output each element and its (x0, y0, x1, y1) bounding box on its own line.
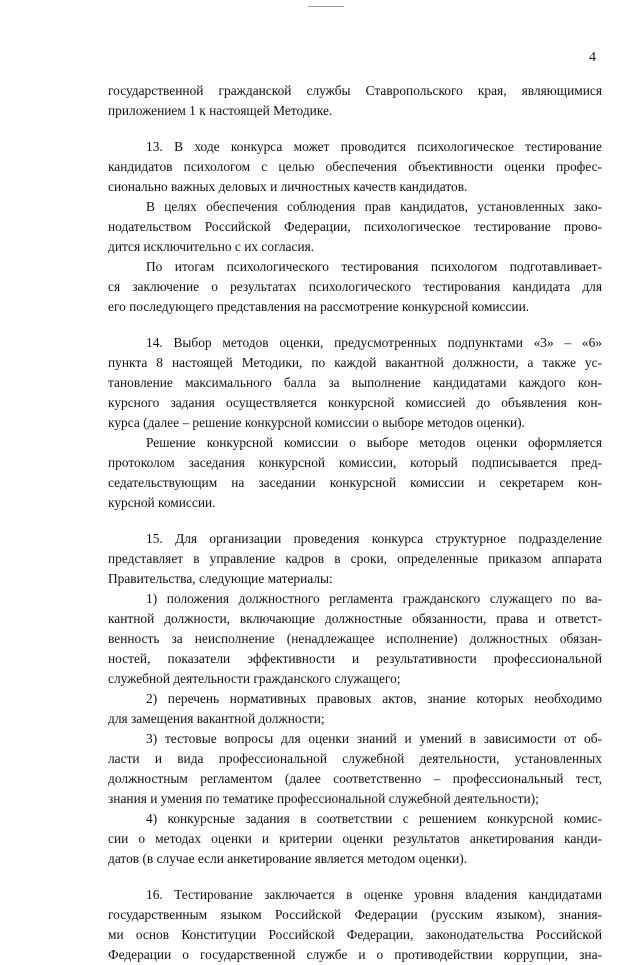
text-line: ми основ Конституции Российской Федерации, законодательства Российской (108, 927, 602, 942)
text-line: государственной гражданской службы Ставропольского края, являющимися (108, 83, 602, 98)
paragraph-gap (108, 513, 602, 529)
paragraph (108, 885, 602, 965)
text-line: кандидатов психологом с целью обеспечения объективности оценки профес- (108, 159, 602, 174)
paragraph (108, 529, 602, 869)
text-line: нодательством Российской Федерации, психологическое тестирование прово- (108, 219, 602, 234)
text-line: ностей, показатели эффективности и результативности профессиональной (108, 651, 602, 666)
text-line: сии о методах оценки и критерии оценки результатов анкетирования канди- (108, 831, 602, 846)
top-divider (308, 6, 344, 7)
text-line: Правительства, следующие материалы: (108, 571, 333, 586)
paragraph-gap (108, 121, 602, 137)
text-line: В целях обеспечения соблюдения прав кандидатов, установленных зако- (146, 199, 602, 214)
text-line: 1) положения должностного регламента гражданского служащего по ва- (146, 591, 602, 606)
text-line: тановление максимального балла за выполнение кандидатами каждого кон- (108, 375, 602, 390)
text-line: По итогам психологического тестирования психологом подготавливает- (146, 259, 602, 274)
text-line: курсной комиссии. (108, 495, 216, 510)
text-line: должностным регламентом (далее соответственно – профессиональный тест, (108, 771, 602, 786)
text-line: знания и умения по тематике профессиональной служебной деятельности); (108, 791, 539, 806)
text-line: представляет в управление кадров в сроки, определенные приказом аппарата (108, 551, 602, 566)
text-line: служебной деятельности гражданского служащего; (108, 671, 401, 686)
paragraph (108, 81, 602, 121)
text-line: приложением 1 к настоящей Методике. (108, 103, 333, 118)
document-body (108, 81, 602, 965)
text-line: датов (в случае если анкетирование является методом оценки). (108, 851, 468, 866)
page-number: 4 (589, 50, 596, 65)
text-line: 3) тестовые вопросы для оценки знаний и умений в зависимости от об- (146, 731, 602, 746)
text-line: курса (далее – решение конкурсной комиссии о выборе методов оценки). (108, 415, 525, 430)
paragraph-gap (108, 869, 602, 885)
paragraph (108, 333, 602, 513)
text-line: курсного задания осуществляется конкурсной комиссией до объявления кон- (108, 395, 602, 410)
text-line: пункта 8 настоящей Методики, по каждой вакантной должности, а также ус- (108, 355, 602, 370)
text-line: венность за неисполнение (ненадлежащее исполнение) должностных обязан- (108, 631, 602, 646)
text-line: седательствующим на заседании конкурсной комиссии и секретарем кон- (108, 475, 602, 490)
text-line: государственным языком Российской Федерации (русским языком), знания- (108, 907, 602, 922)
text-line: ласти и вида профессиональной служебной деятельности, установленных (108, 751, 602, 766)
text-line: Федерации о государственной службе и о противодействии коррупции, зна- (108, 947, 602, 962)
text-line: дится исключительно с их согласия. (108, 239, 315, 254)
text-line: 14. Выбор методов оценки, предусмотренных подпунктами «3» – «6» (146, 335, 602, 350)
text-line: сионально важных деловых и личностных качеств кандидатов. (108, 179, 468, 194)
text-line: для замещения вакантной должности; (108, 711, 325, 726)
paragraph-gap (108, 317, 602, 333)
text-line: 15. Для организации проведения конкурса структурное подразделение (146, 531, 602, 546)
text-line: 2) перечень нормативных правовых актов, знание которых необходимо (146, 691, 602, 706)
paragraph (108, 137, 602, 317)
text-line: кантной должности, включающие должностные обязанности, права и ответст- (108, 611, 602, 626)
text-line: 16. Тестирование заключается в оценке уровня владения кандидатами (146, 887, 602, 902)
text-line: 4) конкурсные задания в соответствии с решением конкурсной комис- (146, 811, 602, 826)
text-line: протоколом заседания конкурсной комиссии, который подписывается пред- (108, 455, 602, 470)
text-line: Решение конкурсной комиссии о выборе методов оценки оформляется (146, 435, 602, 450)
text-line: ся заключение о результатах психологического тестирования кандидата для (108, 279, 602, 294)
text-line: 13. В ходе конкурса может проводится психологическое тестирование (146, 139, 602, 154)
text-line: его последующего представления на рассмотрение конкурсной комиссии. (108, 299, 530, 314)
